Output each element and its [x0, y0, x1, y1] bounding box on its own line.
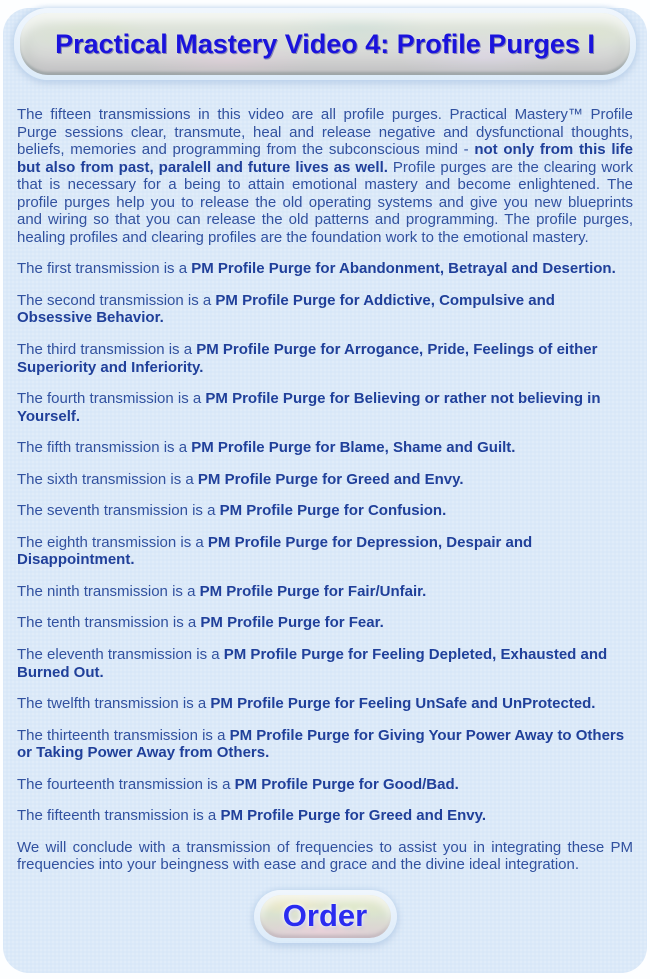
transmission-prefix: The tenth transmission is a: [17, 614, 201, 632]
transmission-title: PM Profile Purge for Greed and Envy.: [197, 470, 464, 488]
transmission-item-10: [17, 614, 633, 632]
transmission-prefix: The fifth transmission is a: [17, 439, 192, 457]
transmission-item-1: [17, 260, 633, 278]
transmission-title: PM Profile Purge for Blame, Shame and Guilt.: [191, 439, 516, 457]
transmission-prefix: The fifteenth transmission is a: [17, 807, 221, 825]
transmission-item-7: [17, 502, 633, 520]
title-banner-surface: [20, 13, 630, 75]
order-button-label: Order: [282, 898, 368, 934]
transmission-item-11: [17, 646, 633, 681]
transmission-item-14: [17, 776, 633, 794]
intro-text-2: Profile purges are the clearing work that is necessary for a being to attain emotional mastery and become enlightened. The profile purges help you to release the old operating systems and give you new blueprints and wiring so that you can release the old patterns and programming. The profile purges, healing profiles and clearing profiles are the foundation work to the emotional mastery.: [17, 158, 633, 246]
intro-text-1: The fifteen transmissions in this video are all profile purges. Practical Mastery™ Profile Purge sessions clear, transmute, heal and release negative and dysfunctional thoughts, beliefs, memories and programming from the subconscious mind -: [17, 106, 633, 159]
transmission-item-4: [17, 390, 633, 425]
conclusion-text: We will conclude with a transmission of frequencies to assist you in integrating these PM frequencies into your beingness with ease and grace and the divine ideal integration.: [17, 838, 633, 874]
transmission-title: PM Profile Purge for Feeling UnSafe and UnProtected.: [210, 695, 596, 713]
transmission-prefix: The ninth transmission is a: [17, 582, 200, 600]
transmission-title: PM Profile Purge for Arrogance, Pride, Feelings of either Superiority and Inferiority.: [17, 341, 598, 376]
transmission-prefix: The second transmission is a: [17, 291, 216, 309]
transmission-title: PM Profile Purge for Confusion.: [219, 502, 447, 520]
content-area: [3, 80, 647, 874]
transmission-title: PM Profile Purge for Fear.: [200, 614, 384, 632]
main-panel: [3, 8, 647, 973]
transmission-title: PM Profile Purge for Abandonment, Betrayal and Desertion.: [191, 260, 616, 278]
transmission-item-3: [17, 341, 633, 376]
transmission-prefix: The eleventh transmission is a: [17, 646, 224, 664]
transmission-item-8: [17, 534, 633, 569]
transmission-item-6: [17, 471, 633, 489]
intro-paragraph: [17, 106, 633, 246]
intro-highlight: not only from this life but also from past, paralell and future lives as well.: [17, 141, 633, 176]
page-title: Practical Mastery Video 4: Profile Purges I: [55, 28, 595, 59]
transmission-title: PM Profile Purge for Fair/Unfair.: [199, 582, 427, 600]
order-button-row: [3, 890, 647, 943]
transmission-item-13: [17, 727, 633, 762]
transmission-prefix: The third transmission is a: [17, 341, 197, 359]
transmission-title: PM Profile Purge for Feeling Depleted, Exhausted and Burned Out.: [17, 646, 608, 681]
conclusion-paragraph: [17, 839, 633, 874]
order-button-surface: [260, 895, 391, 938]
transmission-prefix: The eighth transmission is a: [17, 533, 208, 551]
transmission-title: PM Profile Purge for Good/Bad.: [234, 775, 459, 793]
title-banner: [14, 8, 636, 80]
transmission-prefix: The seventh transmission is a: [17, 502, 220, 520]
transmission-item-15: [17, 807, 633, 825]
transmission-prefix: The fourteenth transmission is a: [17, 775, 235, 793]
transmission-item-9: [17, 583, 633, 601]
transmission-item-2: [17, 292, 633, 327]
transmission-item-5: [17, 439, 633, 457]
transmission-prefix: The first transmission is a: [17, 260, 192, 278]
transmission-title: PM Profile Purge for Depression, Despair and Disappointment.: [17, 533, 533, 569]
transmission-title: PM Profile Purge for Greed and Envy.: [220, 807, 487, 825]
transmission-prefix: The thirteenth transmission is a: [17, 726, 230, 744]
transmission-prefix: The twelfth transmission is a: [17, 695, 211, 713]
order-button[interactable]: [254, 890, 397, 943]
transmission-title: PM Profile Purge for Giving Your Power Away to Others or Taking Power Away from Others.: [17, 726, 625, 762]
transmission-prefix: The sixth transmission is a: [17, 470, 198, 488]
transmission-title: PM Profile Purge for Addictive, Compulsive and Obsessive Behavior.: [17, 291, 555, 327]
transmission-prefix: The fourth transmission is a: [17, 390, 206, 408]
transmission-title: PM Profile Purge for Believing or rather not believing in Yourself.: [17, 390, 601, 425]
transmission-item-12: [17, 695, 633, 713]
